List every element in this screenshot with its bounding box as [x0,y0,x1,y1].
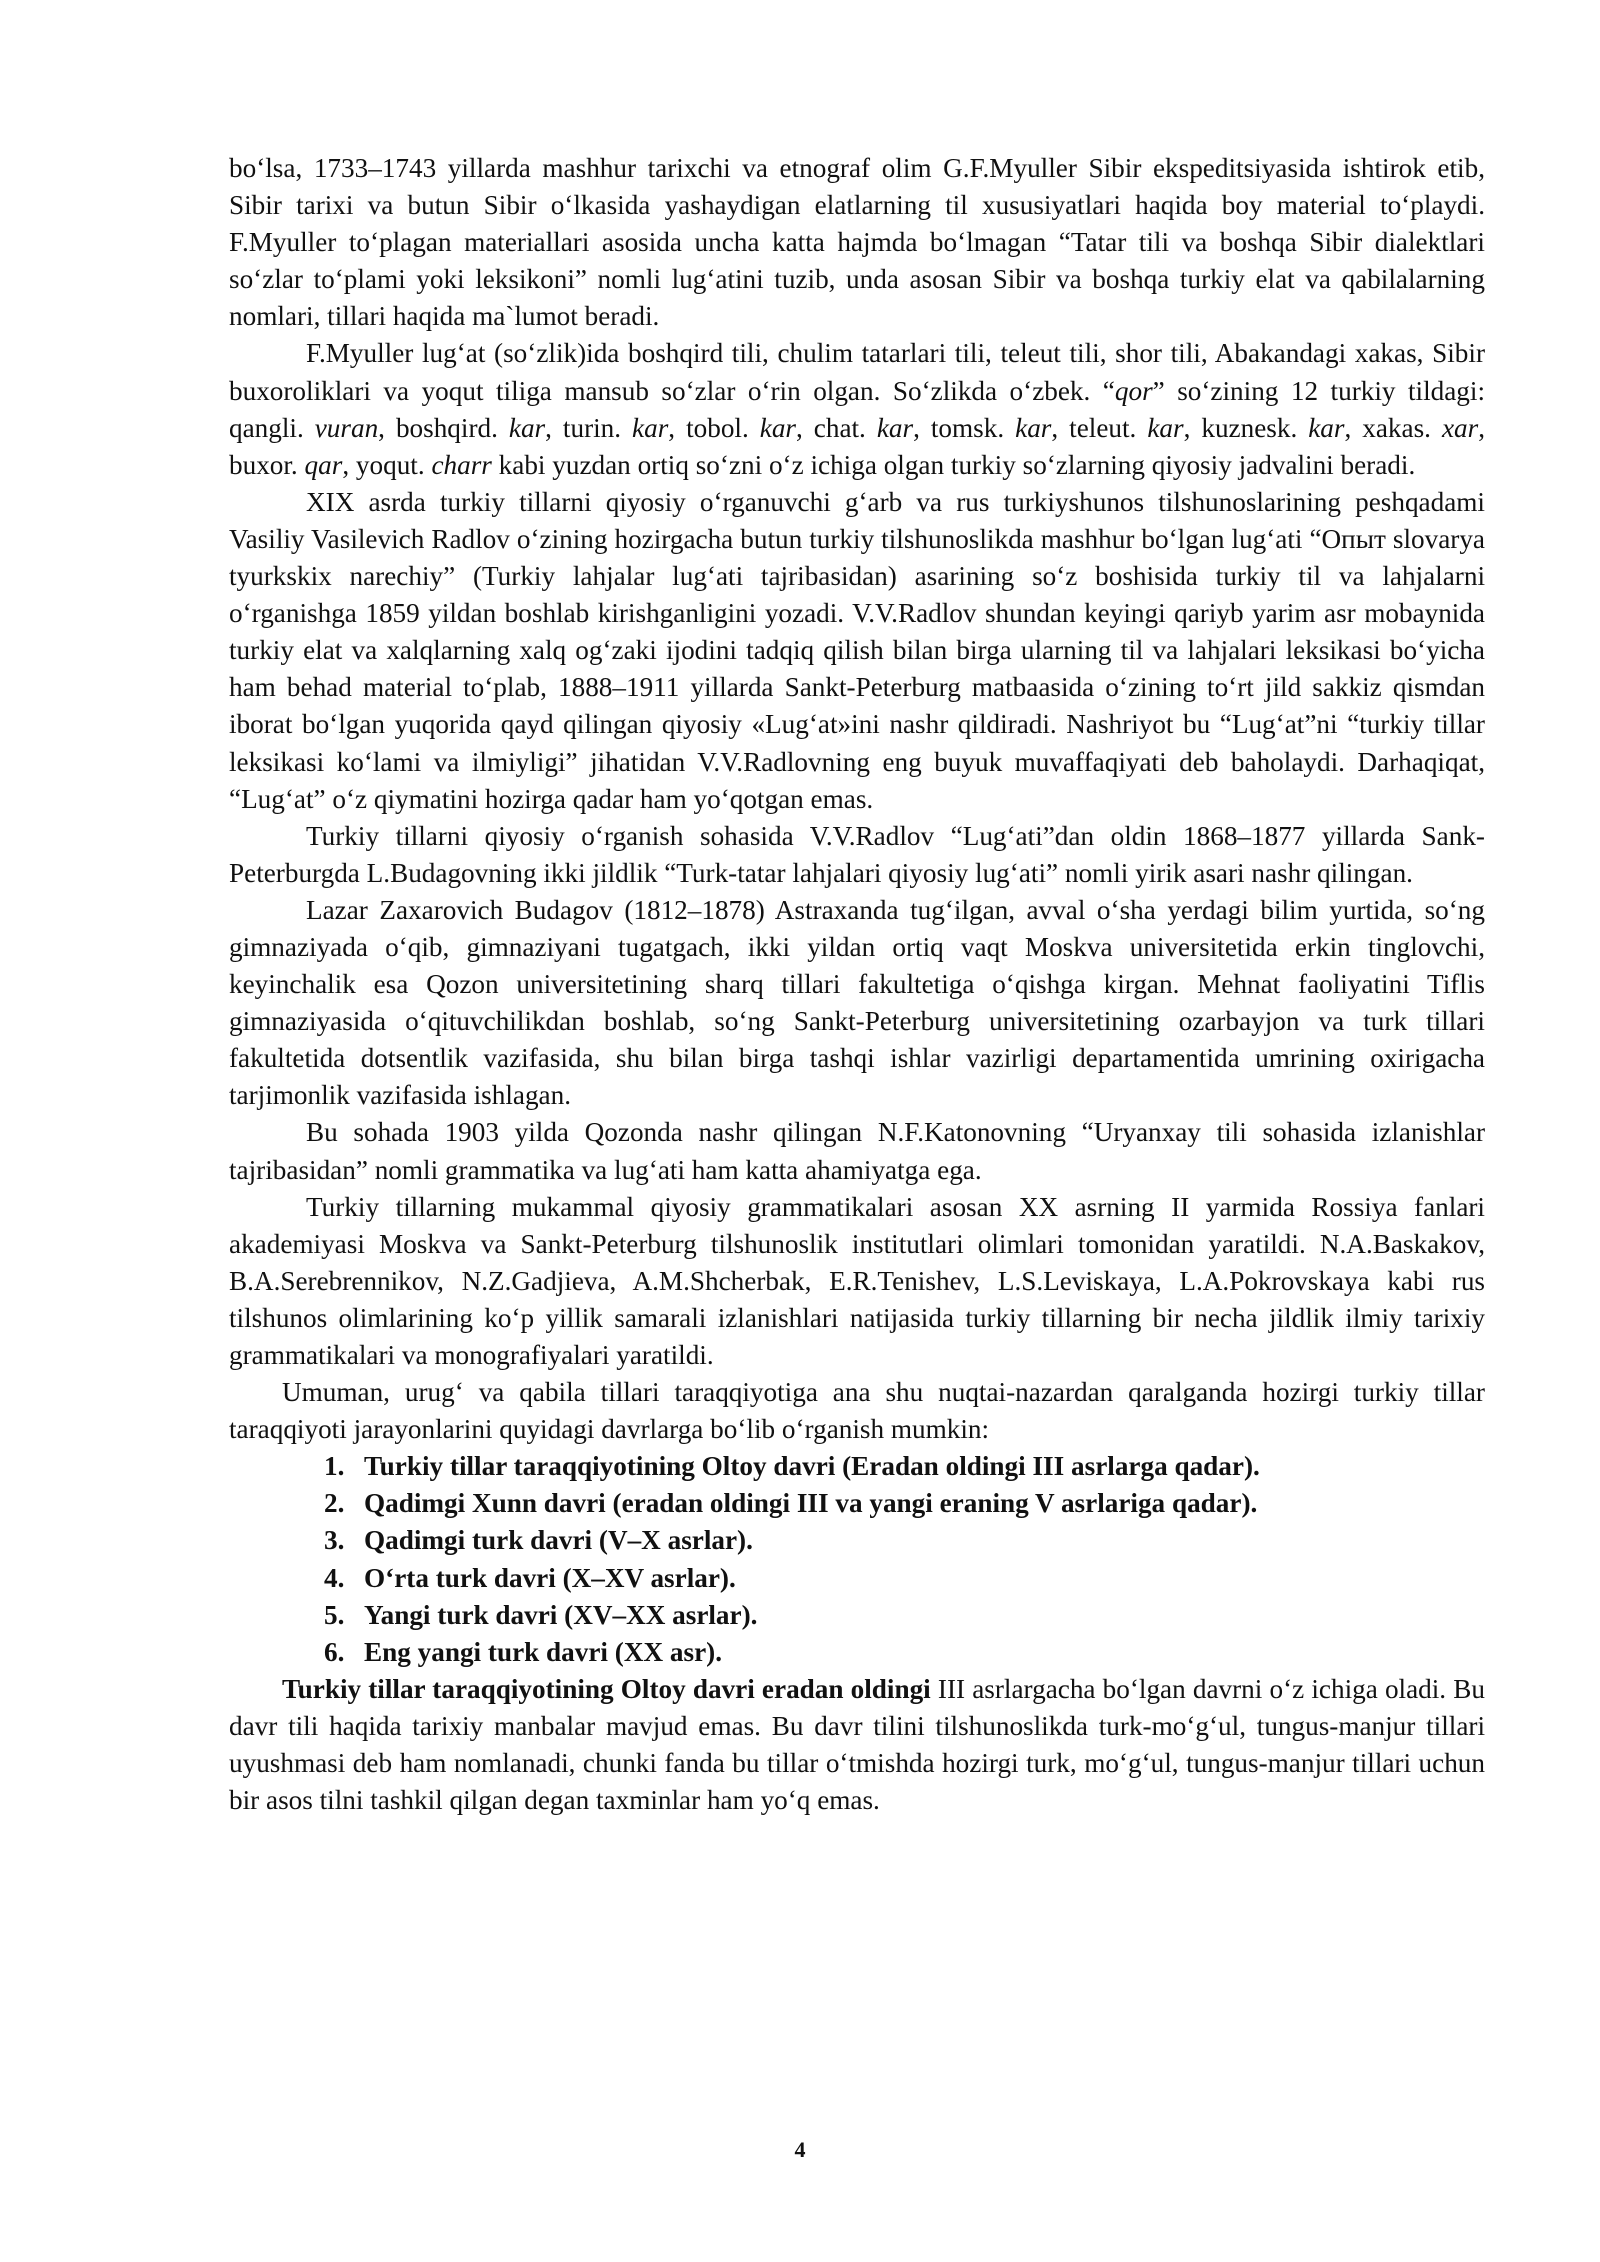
period-text: O‘rta turk davri (X–XV asrlar). [364,1562,736,1593]
period-number: 1. [324,1451,345,1482]
text-segment: , teleut. [1051,412,1148,443]
text-segment: , xakas. [1344,412,1442,443]
period-number: 5. [324,1599,345,1630]
periods-list [229,1448,1485,1671]
text-segment: III asrlargacha bo‘lgan davrni o‘z ichiga oladi. Bu davr tili haqida tarixiy manbalar mavjud emas. Bu davr tilini tilshunoslikda turk-mo‘g‘ul, tungus-manjur tillari uyushmasi deb ham nomlanadi, chunki fanda bu tillar o‘tmishda hozirgi turk, mo‘g‘ul, tungus-manjur tillari uchun bir asos tilni tashkil qilgan degan taxminlar ham yo‘q emas. [229,1673,1485,1816]
period-text: Yangi turk davri (XV–XX asrlar). [364,1599,758,1630]
italic-word: kar [876,412,914,443]
italic-word: vuran [314,412,379,443]
italic-word: kar [1015,412,1052,443]
italic-word: qor [1114,375,1153,406]
paragraph-myuller-dictionary [229,335,1485,483]
bold-lead-in: Turkiy tillar taraqqiyotining Oltoy davri eradan oldingi [282,1673,931,1704]
italic-word: qar [304,449,343,480]
paragraph-radlov: XIX asrda turkiy tillarni qiyosiy o‘rganuvchi g‘arb va rus turkiyshunos tilshunoslarining peshqadami Vasiliy Vasilevich Radlov o‘zining hozirgacha butun turkiy tilshunoslikda mashhur bo‘lgan lug‘ati “Опыт slovarya tyurkskix narechiy” (Turkiy lahjalar lug‘ati tajribasidan) asarining so‘z boshisida turkiy til va lahjalarni o‘rganishga 1859 yildan boshlab kirishganligini yozadi. V.V.Radlov shundan keyingi qariyb yarim asr mobaynida turkiy elat va xalqlarning xalq og‘zaki ijodini tadqiq qilish bilan birga ularning til va lahjalari leksikasi bo‘yicha ham behad material to‘plab, 1888–1911 yillarda Sankt-Peterburg matbaasida o‘zining to‘rt jild sakkiz qismdan iborat bo‘lgan yuqorida qayd qilingan qiyosiy «Lug‘at»ini nashr qildiradi. Nashriyot bu “Lug‘at”ni “turkiy tillar leksikasi ko‘lami va ilmiyligi” jihatidan V.V.Radlovning eng buyuk muvaffaqiyati deb baholaydi. Darhaqiqat, “Lug‘at” o‘z qiymatini hozirga qadar ham yo‘qotgan emas. [229,486,1485,814]
period-text: Qadimgi turk davri (V–X asrlar). [364,1525,753,1556]
period-item [324,1485,1485,1522]
text-segment: , turin. [545,412,633,443]
text-segment: , boshqird. [378,412,509,443]
italic-word: charr [431,449,492,480]
paragraph-oltoy-period [229,1671,1485,1819]
paragraph-budagov-biography: Lazar Zaxarovich Budagov (1812–1878) Astraxanda tug‘ilgan, avval o‘sha yerdagi bilim yurtida, so‘ng gimnaziyada o‘qib, gimnaziyani tugatgach, ikki yildan ortiq vaqt Moskva universitetida erkin tinglovchi, keyinchalik esa Qozon universitetining sharq tillari fakultetiga o‘qishga kirgan. Mehnat faoliyatini Tiflis gimnaziyasida o‘qituvchilikdan boshlab, so‘ng Sankt-Peterburg universitetining ozarbayjon va turk tillari fakultetida dotsentlik vazifasida, shu bilan birga tashqi ishlar vazirligi departamentida umrining oxirigacha tarjimonlik vazifasida ishlagan. [229,894,1485,1111]
period-item [324,1597,1485,1634]
period-number: 3. [324,1525,345,1556]
paragraph-katonov: Bu sohada 1903 yilda Qozonda nashr qilingan N.F.Katonovning “Uryanxay tili sohasida izlanishlar tajribasidan” nomli grammatika va lug‘ati ham katta ahamiyatga ega. [229,1117,1485,1185]
text-segment: , kuznesk. [1183,412,1309,443]
period-text: Eng yangi turk davri (XX asr). [364,1636,722,1667]
paragraph-comparative-grammars: Turkiy tillarning mukammal qiyosiy grammatikalari asosan XX asrning II yarmida Rossiya fanlari akademiyasi Moskva va Sankt-Peterburg tilshunoslik institutlari olimlari tomonidan yaratildi. N.A.Baskakov, B.A.Serebrennikov, N.Z.Gadjieva, A.M.Shcherbak, E.R.Tenishev, L.S.Leviskaya, L.A.Pokrovskaya kabi rus tilshunos olimlarining ko‘p yillik samarali izlanishlari natijasida turkiy tillarning bir necha jildlik ilmiy tarixiy grammatikalari va monografiyalari yaratildi. [229,1191,1485,1370]
italic-word: kar [1308,412,1345,443]
text-segment: , tomsk. [913,412,1016,443]
text-segment: , buxor. [229,412,1485,480]
italic-word: kar [1147,412,1184,443]
period-text: Qadimgi Xunn davri (eradan oldingi III va yangi eraning V asrlariga qadar). [364,1488,1258,1519]
document-body [229,150,1485,1819]
paragraph-budagov-dictionary: Turkiy tillarni qiyosiy o‘rganish sohasida V.V.Radlov “Lug‘ati”dan oldin 1868–1877 yillarda Sank-Peterburgda L.Budagovning ikki jildlik “Turk-tatar lahjalari qiyosiy lug‘ati” nomli yirik asari nashr qilingan. [229,820,1485,888]
text-segment: , tobol. [668,412,760,443]
italic-word: xar [1441,412,1479,443]
text-segment: kabi yuzdan ortiq so‘zni o‘z ichiga olgan turkiy so‘zlarning qiyosiy jadvalini beradi. [491,449,1416,480]
page-number: 4 [794,2137,806,2162]
paragraph-myuller-expedition: bo‘lsa, 1733–1743 yillarda mashhur tarixchi va etnograf olim G.F.Myuller Sibir ekspeditsiyasida ishtirok etib, Sibir tarixi va butun Sibir o‘lkasida yashaydigan elatlarning til xususiyatlari haqida boy material to‘playdi. F.Myuller to‘plagan materiallari asosida uncha katta hajmda bo‘lmagan “Tatar tili va boshqa Sibir dialektlari so‘zlar to‘plami yoki leksikoni” nomli lug‘atini tuzib, unda asosan Sibir va boshqa turkiy elat va qabilalarning nomlari, tillari haqida ma`lumot beradi. [229,153,1485,332]
period-item [324,1560,1485,1597]
text-segment: ” so‘zining 12 turkiy tildagi: qangli. [229,375,1485,443]
period-number: 6. [324,1636,345,1667]
period-text: Turkiy tillar taraqqiyotining Oltoy davri (Eradan oldingi III asrlarga qadar). [364,1451,1260,1482]
italic-word: kar [632,412,669,443]
text-segment: , chat. [796,412,877,443]
period-item [324,1448,1485,1485]
paragraph-periodization-intro: Umuman, urug‘ va qabila tillari taraqqiyotiga ana shu nuqtai-nazardan qaralganda hozirgi turkiy tillar taraqqiyoti jarayonlarini quyidagi davrlarga bo‘lib o‘rganish mumkin: [229,1377,1485,1445]
italic-word: kar [508,412,546,443]
period-number: 4. [324,1562,345,1593]
period-number: 2. [324,1488,345,1519]
italic-word: kar [759,412,796,443]
text-segment: F.Myuller lug‘at (so‘zlik)ida boshqird tili, chulim tatarlari tili, teleut tili, shor tili, Abakandagi xakas, Sibir buxoroliklari va yoqut tiliga mansub so‘zlar o‘rin olgan. So‘zlikda o‘zbek. “ [229,338,1485,406]
period-item [324,1634,1485,1671]
text-segment: , yoqut. [342,449,432,480]
period-item [324,1522,1485,1559]
